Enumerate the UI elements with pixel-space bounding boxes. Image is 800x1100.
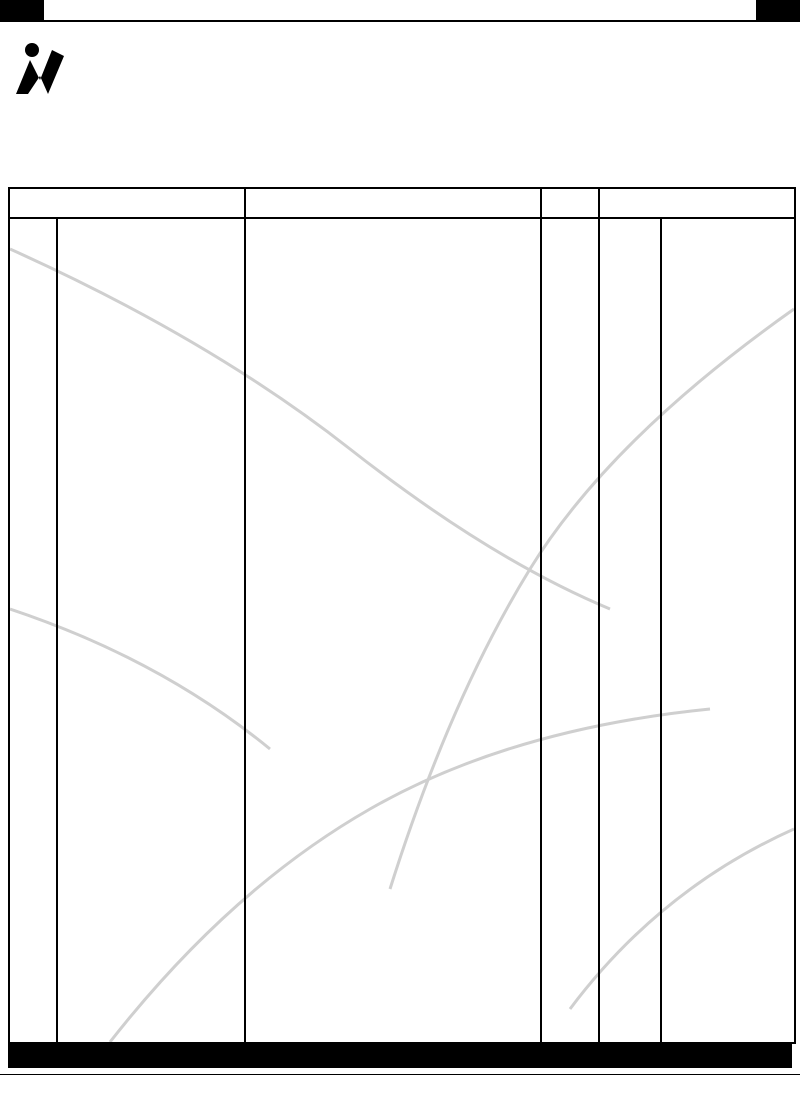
header-price (542, 189, 600, 219)
header-route (10, 189, 246, 219)
route-table (8, 187, 796, 1044)
header-features (246, 189, 540, 219)
footer-bar (8, 1044, 792, 1068)
sidebar-title (22, 217, 46, 1041)
divider-sidebar (56, 217, 58, 1042)
ad-label-right (756, 0, 800, 20)
ad-label-left (0, 0, 44, 20)
logo (12, 30, 262, 100)
divider-route (244, 189, 246, 1042)
logo-mark-icon (12, 36, 72, 98)
bottom-rule (0, 1074, 800, 1075)
divider-price (598, 189, 600, 1042)
branch-background (10, 189, 794, 1042)
page-footer (8, 1078, 32, 1091)
divider-departure (660, 217, 662, 1042)
top-rule (0, 20, 800, 22)
header-date (600, 189, 794, 219)
slogan (0, 116, 800, 140)
divider-features (540, 189, 542, 1042)
